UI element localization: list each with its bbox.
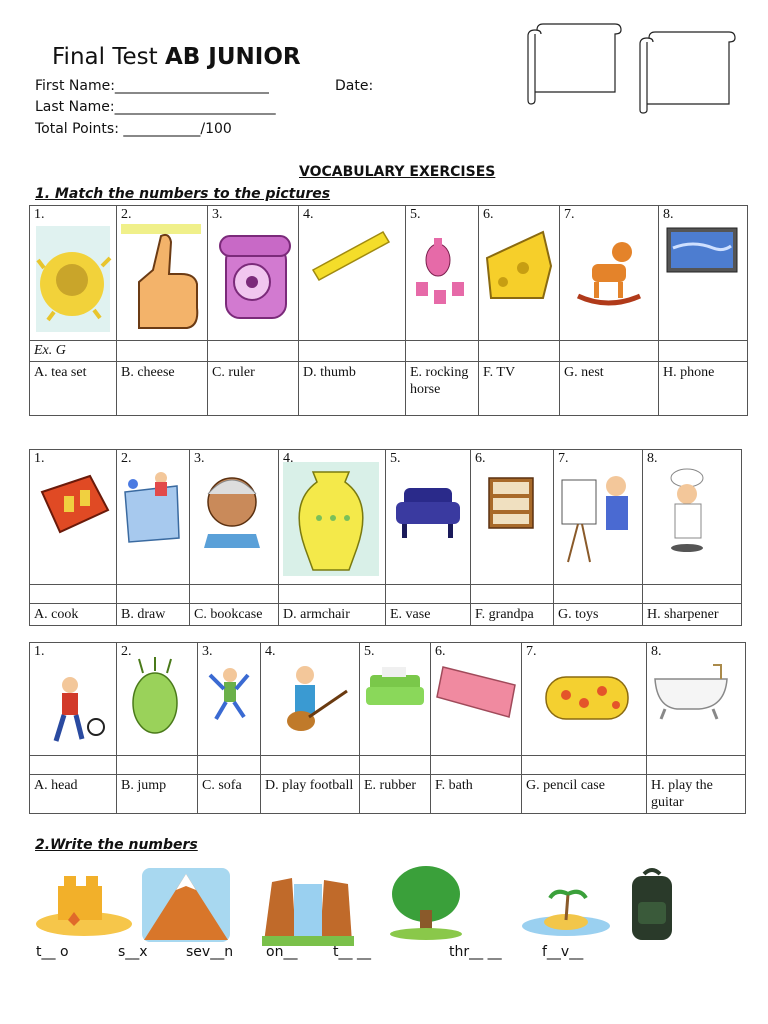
word-label: E. vase (386, 604, 471, 626)
answer-cell[interactable] (279, 585, 386, 604)
picture-cell: 4. (261, 643, 360, 756)
picture-cell: 7. (560, 206, 659, 341)
word-label: E. rubber (360, 775, 431, 814)
answer-cell[interactable] (261, 756, 360, 775)
word-label: G. nest (560, 362, 659, 416)
answer-cell[interactable] (471, 585, 554, 604)
armchair-icon (390, 452, 466, 576)
word-label: C. ruler (208, 362, 299, 416)
picture-cell: 8. (659, 206, 748, 341)
picture-cell: 3. (190, 450, 279, 585)
word-label: H. sharpener (643, 604, 742, 626)
answer-cell[interactable] (522, 756, 647, 775)
word-label: H. play the guitar (647, 775, 746, 814)
nest-icon (34, 208, 112, 332)
answer-cell[interactable] (117, 585, 190, 604)
word-label: B. jump (117, 775, 198, 814)
answer-cell[interactable] (659, 341, 748, 362)
sandcastle-icon (34, 868, 134, 938)
word-label: F. grandpa (471, 604, 554, 626)
answer-cell[interactable] (386, 585, 471, 604)
word-label: H. phone (659, 362, 748, 416)
picture-cell: 3. (208, 206, 299, 341)
picture-cell: 5. (386, 450, 471, 585)
exercise-1-title: 1. Match the numbers to the pictures (35, 186, 331, 202)
answer-cell[interactable] (198, 756, 261, 775)
answer-cell[interactable] (647, 756, 746, 775)
answer-cell[interactable] (117, 341, 208, 362)
picture-cell: 1. (30, 450, 117, 585)
number-word-blank[interactable]: f__v__ (542, 944, 584, 960)
mountain-icon (140, 866, 232, 946)
number-word-blank[interactable]: t__ __ (333, 944, 371, 960)
answer-cell[interactable] (30, 585, 117, 604)
picture-cell: 6. (471, 450, 554, 585)
cheese-icon (483, 208, 555, 332)
answer-cell[interactable] (643, 585, 742, 604)
answer-cell[interactable] (30, 756, 117, 775)
tree-icon (388, 860, 464, 940)
date-field: Date: (335, 78, 374, 94)
answer-cell[interactable] (117, 756, 198, 775)
picture-cell: 2. (117, 643, 198, 756)
word-label: F. TV (479, 362, 560, 416)
number-word-blank[interactable]: on__ (266, 944, 298, 960)
picture-cell: 5. (406, 206, 479, 341)
pencil-case-icon (526, 645, 642, 749)
exercise-2-title: 2.Write the numbers (35, 837, 198, 853)
word-label: E. rocking horse (406, 362, 479, 416)
backpack-icon (624, 868, 680, 944)
answer-cell[interactable] (554, 585, 643, 604)
word-label: F. bath (431, 775, 522, 814)
jump-icon (202, 645, 256, 749)
thumb-icon (121, 208, 203, 332)
bath-icon (651, 645, 741, 749)
picture-cell: 5. (360, 643, 431, 756)
picture-cell: 8. (643, 450, 742, 585)
picture-cell: 1. (30, 206, 117, 341)
ruler-icon (303, 208, 401, 332)
match-table-3 (29, 642, 746, 814)
head-icon (121, 645, 193, 749)
total-points-field: Total Points: ___________/100 (35, 121, 232, 137)
number-word-blank[interactable]: s__x (118, 944, 148, 960)
match-table-2 (29, 449, 742, 626)
scroll-icon (639, 30, 737, 114)
picture-cell: 6. (431, 643, 522, 756)
draw-icon (558, 452, 638, 576)
football-icon (34, 645, 112, 749)
phone-icon (212, 208, 294, 332)
rubber-icon (435, 645, 517, 749)
picture-cell: 8. (647, 643, 746, 756)
word-label: A. head (30, 775, 117, 814)
rocking-horse-icon (564, 208, 654, 332)
picture-cell: 3. (198, 643, 261, 756)
word-label: D. play football (261, 775, 360, 814)
picture-cell: 6. (479, 206, 560, 341)
tv-icon (663, 208, 743, 332)
first-name-field: First Name:______________________ (35, 78, 269, 94)
toys-icon (121, 452, 185, 576)
answer-cell[interactable] (360, 756, 431, 775)
section-heading: VOCABULARY EXERCISES (299, 164, 496, 180)
bookcase-icon (475, 452, 549, 576)
word-label: D. thumb (299, 362, 406, 416)
word-label: G. toys (554, 604, 643, 626)
word-label: B. cheese (117, 362, 208, 416)
word-label: B. draw (117, 604, 190, 626)
picture-cell: 2. (117, 206, 208, 341)
answer-cell[interactable] (190, 585, 279, 604)
picture-cell: 2. (117, 450, 190, 585)
tea-set-icon (410, 208, 474, 332)
word-label: C. sofa (198, 775, 261, 814)
match-table-1 (29, 205, 748, 416)
answer-cell[interactable]: Ex. G (30, 341, 117, 362)
guitar-icon (265, 645, 355, 749)
sofa-icon (364, 645, 426, 749)
word-label: A. tea set (30, 362, 117, 416)
picture-cell: 4. (299, 206, 406, 341)
vase-icon (283, 452, 381, 576)
answer-cell[interactable] (479, 341, 560, 362)
number-word-blank[interactable]: sev__n (186, 944, 234, 960)
number-word-blank[interactable]: thr__ __ (449, 944, 502, 960)
picture-cell: 4. (279, 450, 386, 585)
sharpener-icon (34, 452, 112, 576)
island-icon (520, 880, 612, 940)
word-label: G. pencil case (522, 775, 647, 814)
answer-cell[interactable] (299, 341, 406, 362)
picture-cell: 7. (522, 643, 647, 756)
answer-cell[interactable] (406, 341, 479, 362)
cook-icon (647, 452, 737, 576)
waterfall-icon (262, 872, 354, 946)
word-label: A. cook (30, 604, 117, 626)
number-word-blank[interactable]: t__ o (36, 944, 69, 960)
picture-cell: 7. (554, 450, 643, 585)
answer-cell[interactable] (431, 756, 522, 775)
last-name-field: Last Name:_______________________ (35, 99, 276, 115)
grandpa-icon (194, 452, 274, 576)
word-label: C. bookcase (190, 604, 279, 626)
word-label: D. armchair (279, 604, 386, 626)
scroll-icon (527, 22, 623, 106)
answer-cell[interactable] (208, 341, 299, 362)
page-title: Final Test AB JUNIOR (52, 44, 301, 70)
answer-cell[interactable] (560, 341, 659, 362)
picture-cell: 1. (30, 643, 117, 756)
